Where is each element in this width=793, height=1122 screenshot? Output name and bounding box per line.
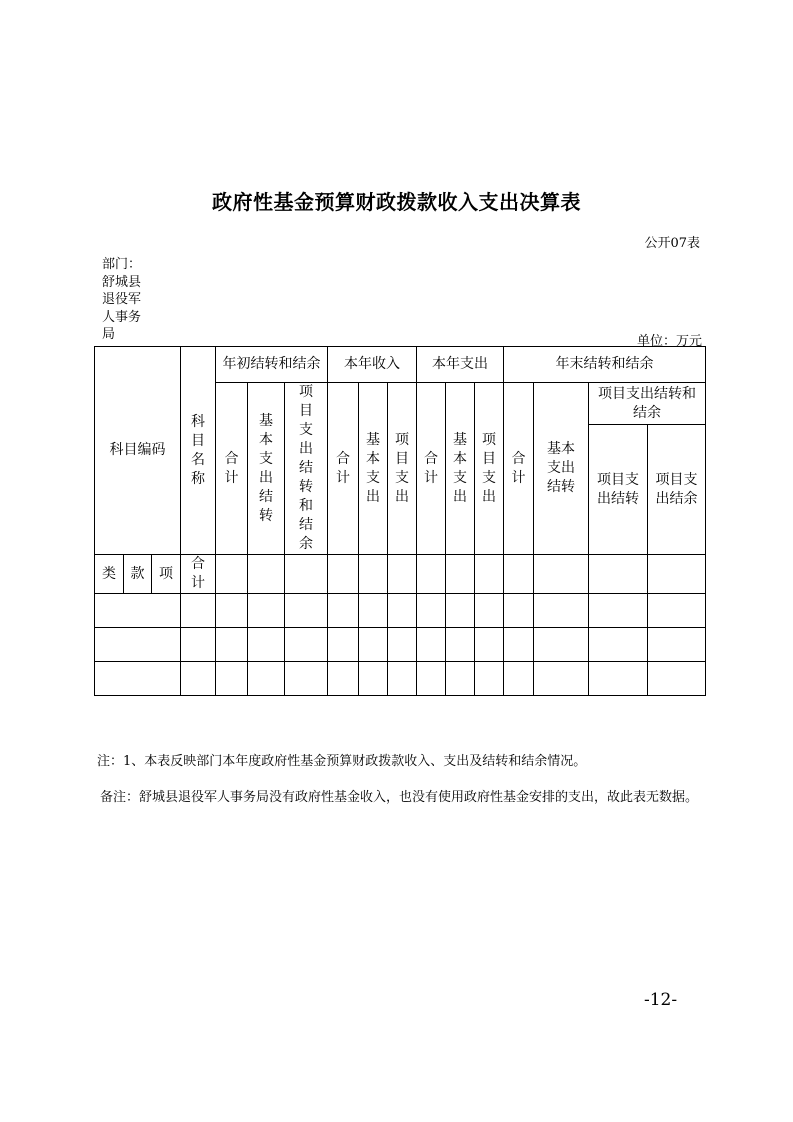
department-name-line: 局	[102, 327, 116, 342]
header-begin-project: 项目支出结转和结余	[285, 383, 328, 555]
header-income-total: 合计	[328, 383, 359, 555]
header-begin-balance: 年初结转和结余	[216, 347, 328, 383]
header-begin-basic: 基本支出结转	[248, 383, 285, 555]
header-income-project: 项目支出	[388, 383, 417, 555]
header-end-total: 合计	[504, 383, 534, 555]
header-end-basic: 基本支出结转	[534, 383, 589, 555]
form-number: 公开07表	[644, 236, 700, 251]
header-year-income: 本年收入	[328, 347, 417, 383]
department-name-line: 人事务	[102, 309, 142, 325]
code-xiang: 项	[152, 555, 181, 594]
header-expense-total: 合计	[417, 383, 446, 555]
header-subject-code: 科目编码	[95, 347, 181, 555]
page-number: -12-	[644, 990, 678, 1010]
remark: 备注：舒城县退役军人事务局没有政府性基金收入，也没有使用政府性基金安排的支出，故此表无数据。	[100, 790, 699, 805]
budget-table	[94, 346, 706, 696]
page-title: 政府性基金预算财政拨款收入支出决算表	[212, 190, 581, 214]
total-row-label: 合计	[181, 555, 216, 594]
footnote: 注：1、本表反映部门本年度政府性基金预算财政拨款收入、支出及结转和结余情况。	[97, 754, 587, 769]
header-subject-name: 科目名称	[181, 347, 216, 555]
header-expense-basic: 基本支出	[446, 383, 475, 555]
header-end-project-surplus: 项目支出结余	[648, 425, 706, 555]
header-begin-total: 合计	[216, 383, 248, 555]
code-lei: 类	[95, 555, 124, 594]
department-name-line: 退役军	[102, 292, 142, 307]
table-row	[95, 594, 706, 628]
header-end-balance: 年末结转和结余	[504, 347, 706, 383]
department-label: 部门：	[102, 257, 142, 272]
code-kuan: 款	[124, 555, 152, 594]
header-expense-project: 项目支出	[475, 383, 504, 555]
header-year-expense: 本年支出	[417, 347, 504, 383]
table-row	[95, 662, 706, 696]
department-block	[102, 256, 152, 344]
department-name-line: 舒城县	[102, 274, 142, 290]
header-income-basic: 基本支出	[359, 383, 388, 555]
unit-label: 单位：万元	[636, 334, 702, 349]
table-row	[95, 555, 706, 594]
table-row	[95, 628, 706, 662]
header-end-project-group: 项目支出结转和结余	[589, 383, 706, 425]
header-end-project-carry: 项目支出结转	[589, 425, 648, 555]
